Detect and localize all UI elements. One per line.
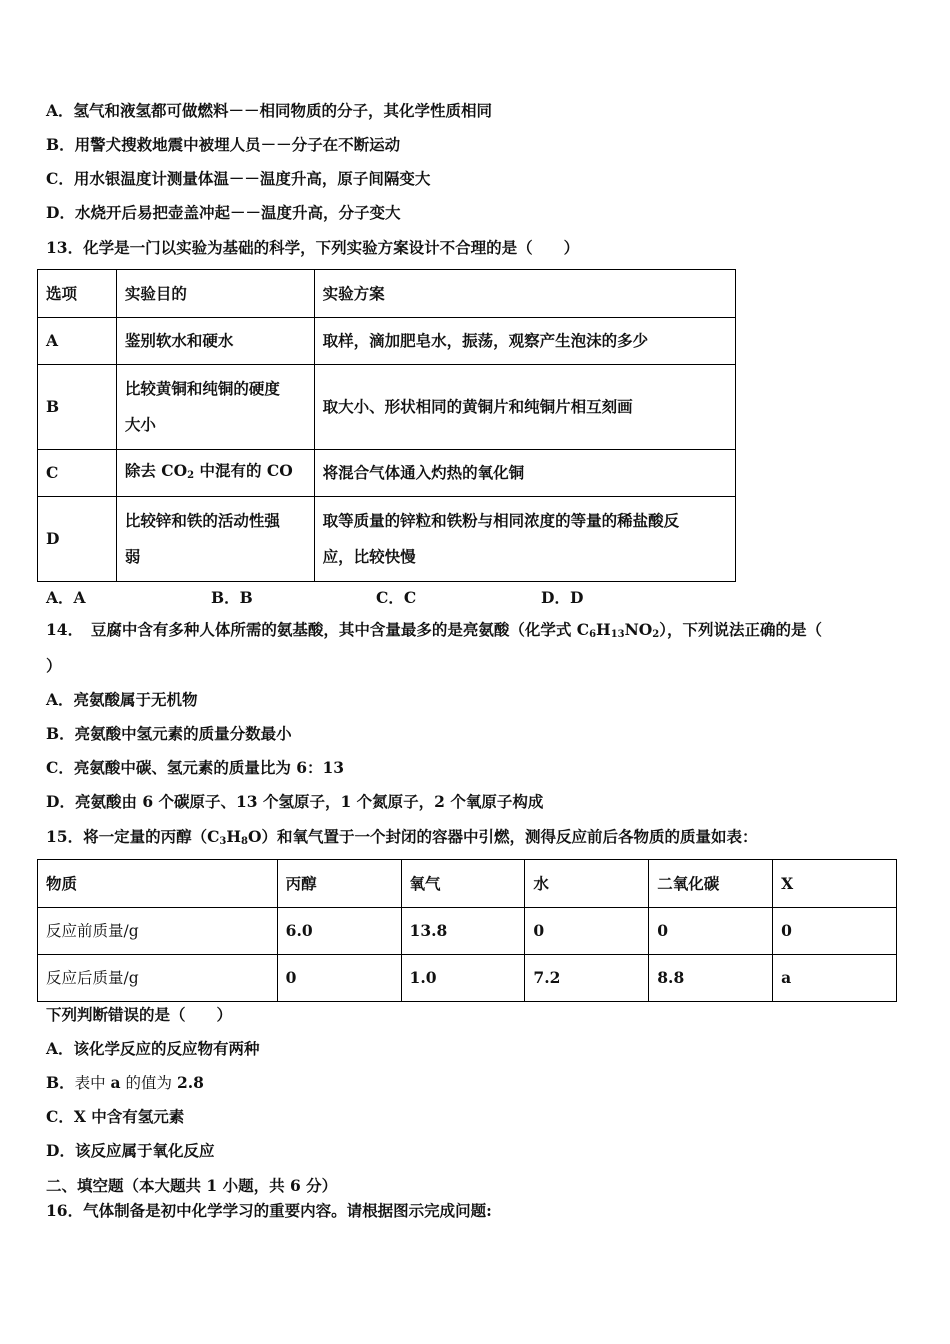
text: 的值为 xyxy=(120,1074,177,1092)
cell: B xyxy=(38,365,117,450)
text: a xyxy=(110,1073,121,1092)
cell: C xyxy=(38,450,117,497)
cell: 将混合气体通入灼热的氧化铜 xyxy=(314,450,735,497)
cell: 13.8 xyxy=(401,908,525,955)
q14-option-d: D．亮氨酸由 6 个碳原子、13 个氢原子，1 个氮原子，2 个氧原子构成 xyxy=(46,792,544,811)
subscript: 6 xyxy=(589,629,597,640)
row-label: 反应后质量/g xyxy=(38,955,278,1002)
text: 表中 xyxy=(74,1074,111,1092)
table-header-row xyxy=(38,860,897,908)
subscript: 8 xyxy=(241,836,249,847)
cell-text: 比较锌和铁的活动性强 xyxy=(124,511,280,530)
q14-option-b: B．亮氨酸中氢元素的质量分数最小 xyxy=(46,724,292,743)
q15-stem xyxy=(46,827,758,852)
q14-stem-end: ） xyxy=(46,656,62,675)
q14-stem xyxy=(46,620,822,645)
cell: 0 xyxy=(525,908,649,955)
header-cell: 二氧化碳 xyxy=(649,860,773,908)
text: B． xyxy=(46,1073,75,1092)
q13-option: C．C xyxy=(376,588,417,607)
q15-option-d: D．该反应属于氧化反应 xyxy=(46,1141,215,1160)
q12-option-d: D．水烧开后易把壶盖冲起－－温度升高，分子变大 xyxy=(46,203,401,222)
cell-text: 除去 CO xyxy=(124,460,188,480)
cell: D xyxy=(38,497,117,582)
header-cell: 水 xyxy=(525,860,649,908)
cell-text: 取等质量的锌粒和铁粉与相同浓度的等量的稀盐酸反 xyxy=(322,511,680,530)
text: H xyxy=(596,620,611,639)
q13-table xyxy=(37,269,736,582)
q13-options xyxy=(46,586,706,608)
cell-text: 弱 xyxy=(124,547,141,566)
text: ），下列说法正确的是（ xyxy=(659,620,823,639)
header-cell: 氧气 xyxy=(401,860,525,908)
cell: a xyxy=(773,955,897,1002)
subscript: 13 xyxy=(610,629,625,640)
q14-option-a: A．亮氨酸属于无机物 xyxy=(46,690,198,709)
q12-option-c: C．用水银温度计测量体温－－温度升高，原子间隔变大 xyxy=(46,169,431,188)
q16-stem: 16．气体制备是初中化学学习的重要内容。请根据图示完成问题: xyxy=(46,1201,492,1220)
q15-option-a: A．该化学反应的反应物有两种 xyxy=(46,1039,260,1058)
text: 15．将一定量的丙醇（C xyxy=(46,827,220,846)
cell: 取样，滴加肥皂水，振荡，观察产生泡沫的多少 xyxy=(314,318,735,365)
header-cell: 丙醇 xyxy=(277,860,401,908)
header-cell: X xyxy=(773,860,897,908)
text: NO xyxy=(624,620,653,639)
table-row xyxy=(38,450,736,497)
row-label: 反应前质量/g xyxy=(38,908,278,955)
table-row xyxy=(38,365,736,450)
cell xyxy=(116,497,314,582)
q14-option-c: C．亮氨酸中碳、氢元素的质量比为 6：13 xyxy=(46,758,345,777)
q13-option: B．B xyxy=(211,588,253,607)
subscript: 3 xyxy=(219,836,227,847)
table-row xyxy=(38,908,897,955)
cell: A xyxy=(38,318,117,365)
cell: 0 xyxy=(649,908,773,955)
cell-text: 大小 xyxy=(124,415,156,434)
q15-table xyxy=(37,859,897,1002)
table-header-row xyxy=(38,270,736,318)
text: 14． 豆腐中含有多种人体所需的氨基酸，其中含量最多的是亮氨酸（化学式 C xyxy=(46,620,590,639)
cell: 8.8 xyxy=(649,955,773,1002)
cell: 0 xyxy=(277,955,401,1002)
table-row xyxy=(38,497,736,582)
cell: 7.2 xyxy=(525,955,649,1002)
cell: 1.0 xyxy=(401,955,525,1002)
table-row xyxy=(38,318,736,365)
cell xyxy=(116,365,314,450)
q13-stem: 13．化学是一门以实验为基础的科学，下列实验方案设计不合理的是（ ） xyxy=(46,238,580,257)
q15-option-b xyxy=(46,1073,204,1093)
section-title: 二、填空题（本大题共 1 小题，共 6 分） xyxy=(46,1176,338,1195)
cell: 取大小、形状相同的黄铜片和纯铜片相互刻画 xyxy=(314,365,735,450)
subscript: 2 xyxy=(652,629,660,640)
cell xyxy=(116,450,314,497)
text: O）和氧气置于一个封闭的容器中引燃，测得反应前后各物质的质量如表： xyxy=(248,827,758,846)
q12-option-b: B．用警犬搜救地震中被埋人员－－分子在不断运动 xyxy=(46,135,401,154)
cell: 鉴别软水和硬水 xyxy=(116,318,314,365)
cell-text: 比较黄铜和纯铜的硬度 xyxy=(124,379,280,398)
cell-text: 应，比较快慢 xyxy=(322,547,416,566)
cell xyxy=(314,497,735,582)
q12-option-a: A．氢气和液氢都可做燃料－－相同物质的分子，其化学性质相同 xyxy=(46,101,493,120)
header-cell: 选项 xyxy=(38,270,117,318)
cell: 6.0 xyxy=(277,908,401,955)
text: 2.8 xyxy=(176,1073,204,1092)
q13-option: D．D xyxy=(541,588,584,607)
q13-option: A．A xyxy=(46,588,86,607)
text: H xyxy=(226,827,242,846)
header-cell: 实验方案 xyxy=(314,270,735,318)
subscript: 2 xyxy=(187,469,195,481)
header-cell: 物质 xyxy=(38,860,278,908)
cell-text: 中混有的 CO xyxy=(194,460,293,480)
q15-ask: 下列判断错误的是（ ） xyxy=(46,1005,233,1024)
q15-option-c: C．X 中含有氢元素 xyxy=(46,1107,185,1126)
cell: 0 xyxy=(773,908,897,955)
header-cell: 实验目的 xyxy=(116,270,314,318)
table-row xyxy=(38,955,897,1002)
